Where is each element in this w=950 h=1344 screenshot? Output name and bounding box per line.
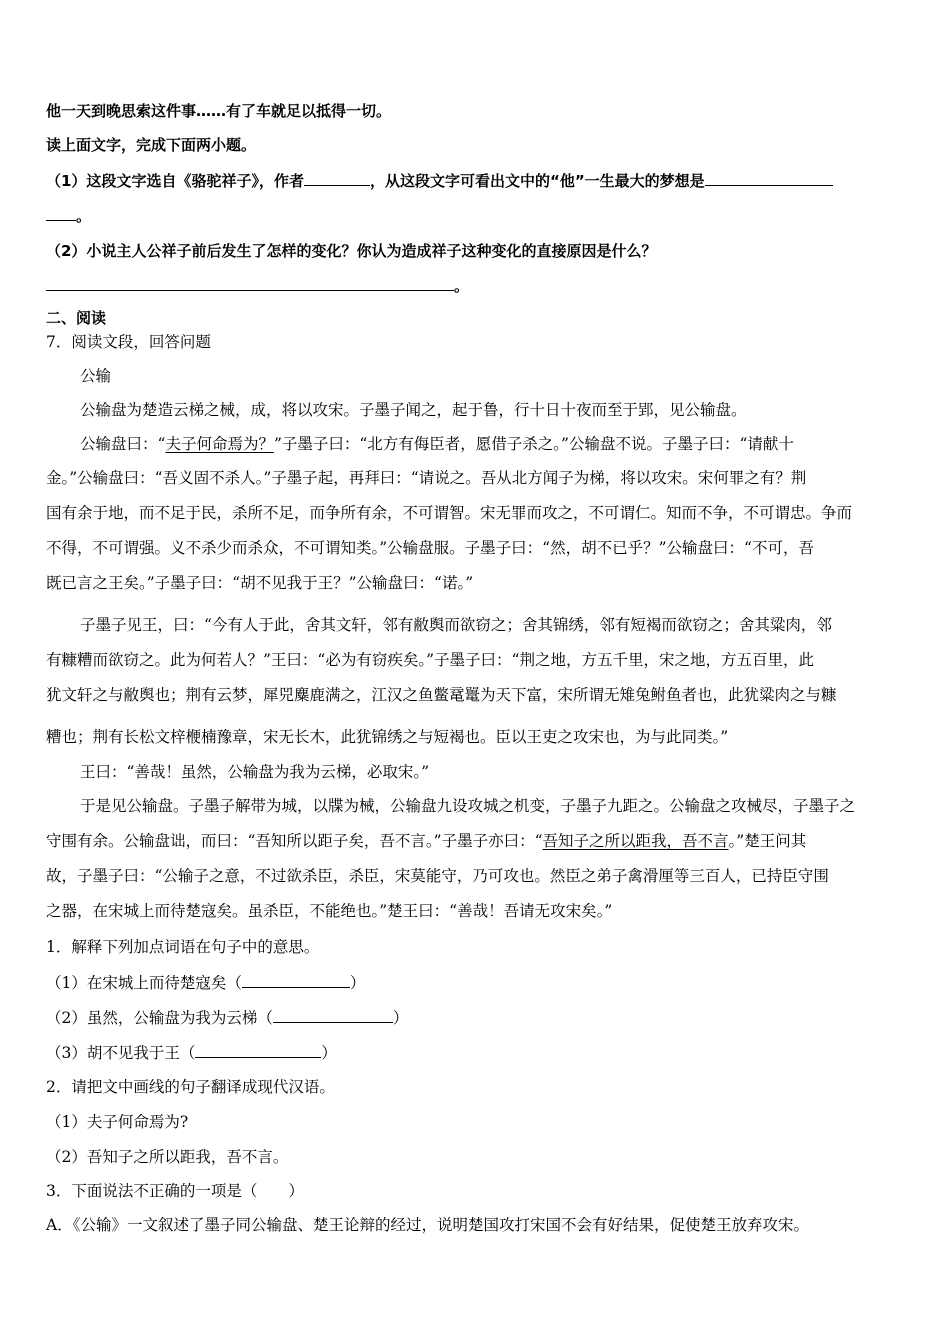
change-answer-blank[interactable] [46, 274, 454, 291]
sub-question-2-2: （2）吾知子之所以距我，吾不言。 [46, 1148, 289, 1166]
instruction-line: 读上面文字，完成下面两小题。 [46, 136, 257, 154]
text: （2）虽然，公输盘为我为云梯（ [46, 1009, 273, 1027]
paren: ） [349, 974, 366, 992]
sub-question-1-1 [46, 971, 365, 994]
section-heading: 二、阅读 [46, 309, 107, 327]
passage-paragraph-3-line-4: 糟也；荆有长松文梓楩楠豫章，宋无长木，此犹锦绣之与短褐也。臣以王吏之攻宋也，为与此同类。” [46, 728, 729, 746]
passage-paragraph-2-line-2: 金。”公输盘曰：“吾义固不杀人。”子墨子起，再拜曰：“请说之。吾从北方闻子为梯，将以攻宋。宋何罪之有？荆 [46, 469, 807, 487]
question-2: （2）小说主人公祥子前后发生了怎样的变化？你认为造成祥子这种变化的直接原因是什么？ [46, 242, 657, 260]
text: 守围有余。公输盘诎，而曰：“吾知所以距子矣，吾不言。”子墨子亦曰：“ [46, 832, 543, 850]
underlined-sentence-2: 吾知子之所以距我，吾不言 [542, 832, 729, 850]
passage-paragraph-3-line-2: 有糠糟而欲窃之。此为何若人？”王曰：“必为有窃疾矣。”子墨子曰：“荆之地，方五千里，宋之地，方五百里，此 [46, 651, 814, 669]
question-7-heading: 7．阅读文段，回答问题 [46, 333, 211, 351]
question-1 [46, 169, 833, 192]
answer-blank-1[interactable] [242, 971, 350, 988]
question-1-continuation [46, 204, 91, 227]
passage-paragraph-5-line-4: 之器，在宋城上而待楚寇矣。虽杀臣，不能绝也。”楚王曰：“善哉！吾请无攻宋矣。” [46, 902, 613, 920]
period: 。 [454, 277, 470, 295]
passage-paragraph-2-line-1 [80, 433, 794, 455]
sub-question-1: 1．解释下列加点词语在句子中的意思。 [46, 938, 320, 956]
passage-paragraph-4: 王曰：“善哉！虽然，公输盘为我为云梯，必取宋。” [80, 763, 430, 781]
passage-last-line: 他一天到晚思索这件事……有了车就足以抵得一切。 [46, 102, 392, 120]
passage-paragraph-3-line-3: 犹文轩之与敝舆也；荆有云梦，犀兕麋鹿满之，江汉之鱼鳖鼋鼍为天下富，宋所谓无雉兔鲋鱼者也，此犹粱肉之与糠 [46, 686, 837, 704]
passage-paragraph-2-line-3: 国有余于地，而不足于民，杀所不足，而争所有余，不可谓智。宋无罪而攻之，不可谓仁。知而不争，不可谓忠。争而 [46, 504, 853, 522]
text: （3）胡不见我于王（ [46, 1044, 196, 1062]
sub-question-1-2 [46, 1006, 408, 1029]
paren: ） [392, 1009, 409, 1027]
passage-paragraph-1: 公输盘为楚造云梯之械，成，将以攻宋。子墨子闻之，起于鲁，行十日十夜而至于郢，见公输盘。 [80, 401, 747, 419]
dream-answer-blank[interactable] [705, 169, 833, 186]
underlined-sentence-1: 夫子何命焉为？ [165, 435, 274, 453]
answer-blank-2[interactable] [273, 1006, 393, 1023]
question-1-text-a: （1）这段文字选自《骆驼祥子》，作者 [46, 172, 304, 190]
passage-paragraph-2-line-4: 不得，不可谓强。义不杀少而杀众，不可谓知类。”公输盘服。子墨子曰：“然，胡不已乎？”公输盘曰：“不可，吾 [46, 539, 814, 557]
question-2-answer [46, 274, 469, 297]
paren: ） [321, 1044, 337, 1062]
sub-question-3: 3．下面说法不正确的一项是（ ） [46, 1182, 304, 1200]
passage-paragraph-5-line-2 [46, 830, 806, 852]
answer-blank-3[interactable] [195, 1041, 321, 1058]
sub-question-2-1: （1）夫子何命焉为? [46, 1113, 189, 1131]
option-a: A．《公输》一文叙述了墨子同公输盘、楚王论辩的经过，说明楚国攻打宋国不会有好结果，促使楚王放弃攻宋。 [46, 1216, 809, 1234]
sub-question-2: 2．请把文中画线的句子翻译成现代汉语。 [46, 1078, 335, 1096]
period: 。 [76, 207, 92, 225]
passage-paragraph-3-line-1: 子墨子见王，曰：“今有人于此，舍其文轩，邻有敝舆而欲窃之；舍其锦绣，邻有短褐而欲窃之；舍其粱肉，邻 [80, 616, 832, 634]
text: ”子墨子曰：“北方有侮臣者，愿借子杀之。”公输盘不说。子墨子曰：“请献十 [273, 435, 794, 453]
author-answer-blank[interactable] [304, 169, 370, 186]
passage-paragraph-2-line-5: 既已言之王矣。”子墨子曰：“胡不见我于王？”公输盘曰：“诺。” [46, 574, 474, 592]
question-1-text-b: ，从这段文字可看出文中的“他”一生最大的梦想是 [369, 172, 705, 190]
text: 。”楚王问其 [728, 832, 807, 850]
text: 公输盘曰：“ [80, 435, 166, 453]
dream-answer-blank-cont[interactable] [46, 204, 76, 221]
sub-question-1-3 [46, 1041, 337, 1064]
passage-title: 公输 [80, 367, 112, 385]
passage-paragraph-5-line-3: 故，子墨子曰：“公输子之意，不过欲杀臣，杀臣，宋莫能守，乃可攻也。然臣之弟子禽滑厘等三百人，已持臣守围 [46, 867, 829, 885]
text: （1）在宋城上而待楚寇矣（ [46, 974, 242, 992]
passage-paragraph-5-line-1: 于是见公输盘。子墨子解带为城，以牒为械，公输盘九设攻城之机变，子墨子九距之。公输盘之攻械尽，子墨子之 [80, 797, 856, 815]
